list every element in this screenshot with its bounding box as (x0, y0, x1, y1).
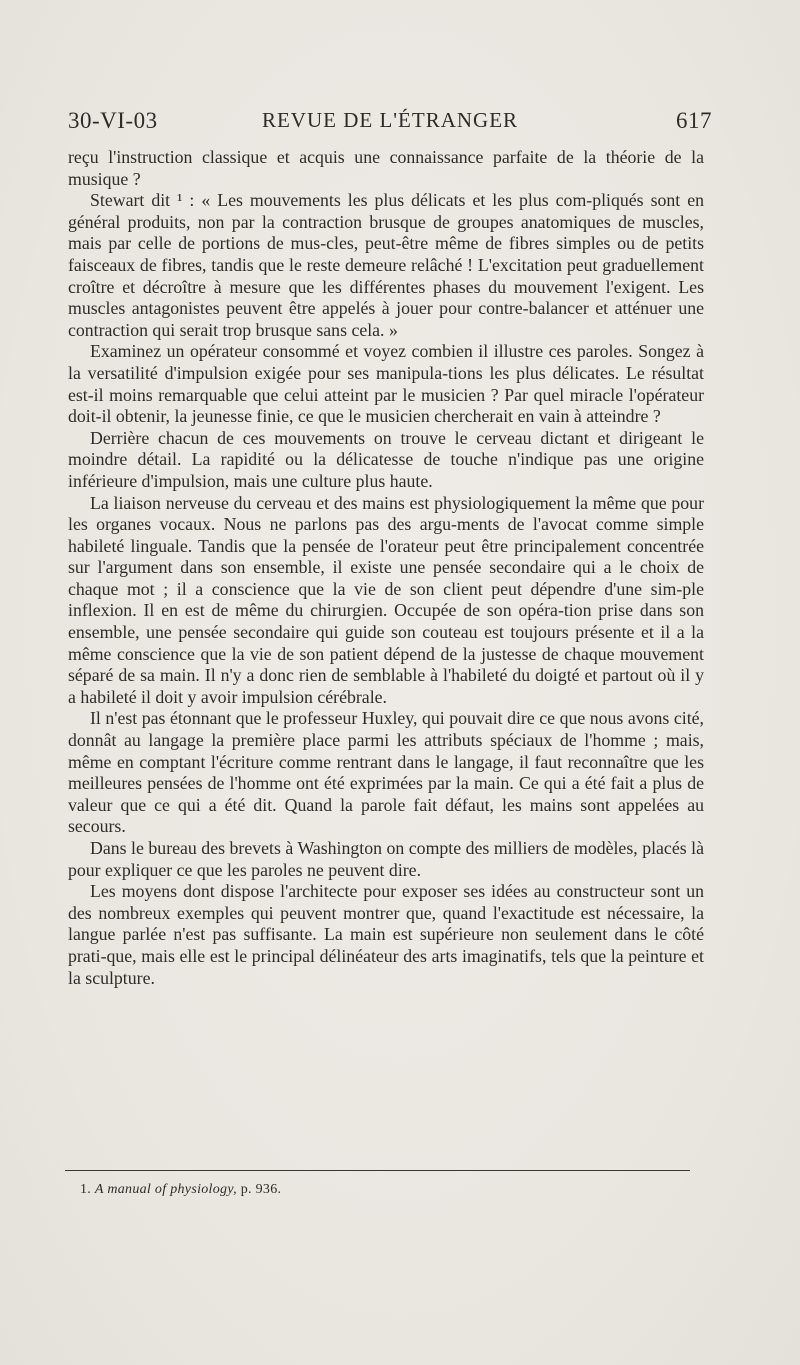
paragraph-continuation: reçu l'instruction classique et acquis une connaissance parfaite de la théorie de la musique ? (68, 147, 704, 189)
footnote-divider (65, 1170, 690, 1171)
paragraph: Il n'est pas étonnant que le professeur Huxley, qui pouvait dire ce que nous avons cité, donnât au langage la première place parmi les attributs spéciaux de l'homme ; mais, même en comptant l'écriture comme rentrant dans le langage, il faut reconnaître que les meilleures pensées de l'homme ont été exprimées par la main. Ce qui a été fait a plus de valeur que ce qui a été dit. Quand la parole fait défaut, les mains sont appelées au secours. (68, 708, 704, 837)
paragraph: Stewart dit ¹ : « Les mouvements les plus délicats et les plus com-pliqués sont en général produits, non par la contraction brusque de groupes anatomiques de muscles, mais par celle de portions de mus-cles, peut-être même de fibres simples ou de petits faisceaux de fibres, tandis que le reste demeure relâché ! L'excitation peut graduellement croître et décroître à mesure que les différentes phases du mouvement l'exigent. Les muscles antagonistes peuvent être appelés à jouer pour contre-balancer et atténuer une contraction qui serait trop brusque sans cela. » (68, 190, 704, 340)
page-number: 617 (676, 108, 712, 133)
body-text (68, 147, 704, 989)
footnote (80, 1182, 281, 1198)
paragraph: Examinez un opérateur consommé et voyez combien il illustre ces paroles. Songez à la versatilité d'impulsion exigée pour ses manipula-tions les plus délicates. Le résultat est-il moins remarquable que celui atteint par le musicien ? Par quel miracle l'opérateur doit-il obtenir, la jeunesse finie, ce que le musicien chercherait en vain à atteindre ? (68, 341, 704, 427)
paragraph: Dans le bureau des brevets à Washington on compte des milliers de modèles, placés là pour expliquer ce que les paroles ne peuvent dire. (68, 838, 704, 880)
paragraph: Les moyens dont dispose l'architecte pour exposer ses idées au constructeur sont un des nombreux exemples qui peuvent montrer que, quand l'exactitude est nécessaire, la langue parlée n'est pas suffisante. La main est supérieure non seulement dans le côté prati-que, mais elle est le principal délinéateur des arts imaginatifs, tels que la peinture et la sculpture. (68, 881, 704, 988)
footnote-title: A manual of physiology, (94, 1182, 237, 1197)
header-journal-title: REVUE DE L'ÉTRANGER (261, 108, 519, 132)
footnote-page: p. 936. (240, 1182, 282, 1197)
running-header (68, 108, 712, 142)
footnote-number: 1. (80, 1182, 92, 1197)
header-date: 30-VI-03 (68, 108, 158, 133)
paragraph: La liaison nerveuse du cerveau et des mains est physiologiquement la même que pour les organes vocaux. Nous ne parlons pas des argu-ments de l'avocat comme simple habileté linguale. Tandis que la pensée de l'orateur peut être principalement concentrée sur l'argument dans son ensemble, il existe une pensée secondaire qui a le choix de chaque mot ; il a conscience que la vie de son client peut dépendre d'une sim-ple inflexion. Il en est de même du chirurgien. Occupée de son opéra-tion prise dans son ensemble, une pensée secondaire qui guide son couteau est toujours présente et il a la même conscience que la vie de son patient dépend de la justesse de chaque mouvement séparé de sa main. Il n'y a donc rien de semblable à l'habileté du doigté et partout où il y a habileté il doit y avoir impulsion cérébrale. (68, 492, 704, 707)
paragraph: Derrière chacun de ces mouvements on trouve le cerveau dictant et dirigeant le moindre détail. La rapidité ou la délicatesse de touche n'indique pas une origine inférieure d'impulsion, mais une culture plus haute. (68, 427, 704, 491)
